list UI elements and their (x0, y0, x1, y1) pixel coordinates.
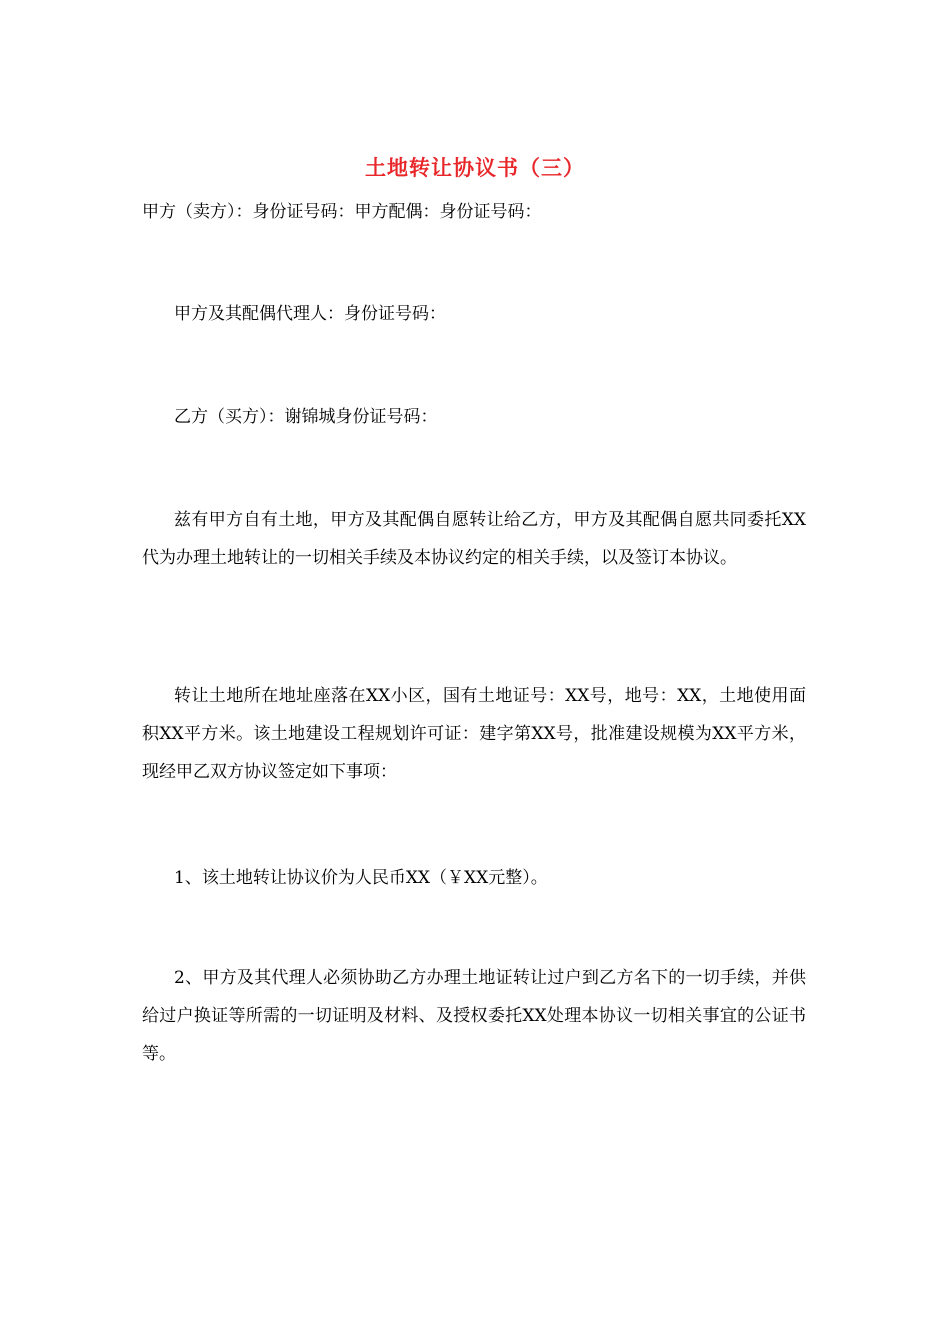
clause-1: 1、该土地转让协议价为人民币XX（￥XX元整）。 (174, 868, 548, 888)
paragraph-land-details: 转让土地所在地址座落在XX小区，国有土地证号：XX号，地号：XX，土地使用面积XX平方米。该土地建设工程规划许可证：建字第XX号，批准建设规模为XX平方米，现经甲乙双方协议签定如下事项： (142, 686, 806, 782)
paragraph-entrustment: 兹有甲方自有土地，甲方及其配偶自愿转让给乙方，甲方及其配偶自愿共同委托XX代为办理土地转让的一切相关手续及本协议约定的相关手续，以及签订本协议。 (142, 510, 806, 568)
document-title: 土地转让协议书（三） (365, 155, 585, 180)
party-b-line: 乙方（买方）：谢锦城身份证号码： (174, 407, 438, 427)
clause-2: 2、甲方及其代理人必须协助乙方办理土地证转让过户到乙方名下的一切手续，并供给过户换证等所需的一切证明及材料、及授权委托XX处理本协议一切相关事宜的公证书等。 (142, 968, 806, 1064)
party-a-line: 甲方（卖方）：身份证号码：甲方配偶：身份证号码： (142, 202, 542, 222)
party-a-agent-line: 甲方及其配偶代理人：身份证号码： (174, 304, 446, 324)
